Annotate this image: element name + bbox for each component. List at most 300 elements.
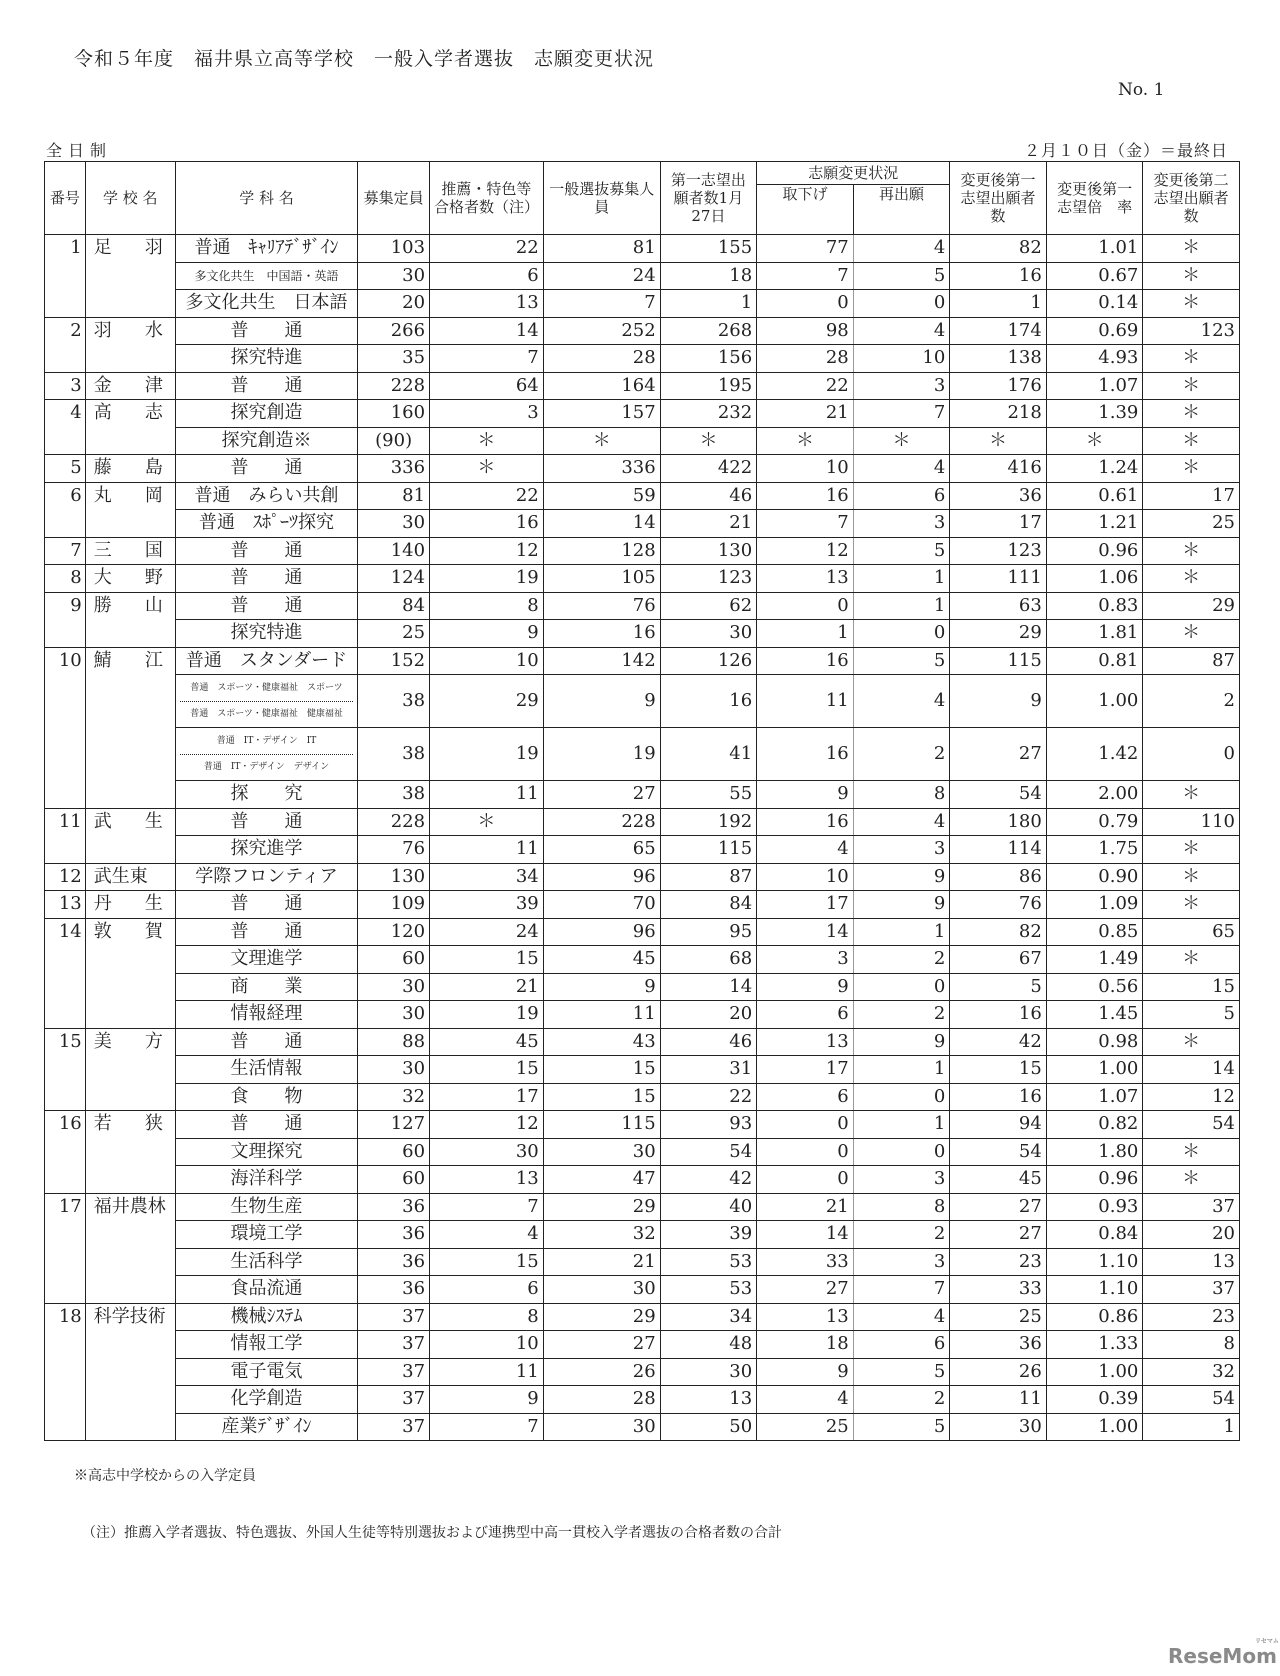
withdrawn-count: 33	[757, 1248, 854, 1276]
withdrawn-count: 14	[757, 1221, 854, 1249]
first-choice-count: 195	[660, 372, 757, 400]
passed-count: 13	[430, 290, 544, 318]
school-name: 武生東	[85, 863, 175, 891]
after-first-count: 23	[950, 1248, 1047, 1276]
department-name: 普 通	[175, 891, 357, 919]
after-first-count: 54	[950, 781, 1047, 809]
ratio: 0.81	[1046, 647, 1143, 675]
capacity: 38	[358, 781, 430, 809]
first-choice-count: 115	[660, 836, 757, 864]
resubmitted-count: 4	[853, 675, 950, 728]
department-name: 文理探究	[175, 1138, 357, 1166]
passed-count: 15	[430, 946, 544, 974]
ratio: 1.06	[1046, 565, 1143, 593]
department-name: 探究特進	[175, 345, 357, 373]
capacity: 37	[358, 1303, 430, 1331]
after-second-count: 14	[1143, 1056, 1240, 1084]
ratio: 0.56	[1046, 973, 1143, 1001]
first-choice-count: 422	[660, 455, 757, 483]
table-row	[45, 1083, 1240, 1111]
page-number: No. 1	[1118, 80, 1165, 100]
withdrawn-count: 28	[757, 345, 854, 373]
after-second-count: 37	[1143, 1276, 1240, 1304]
resubmitted-count: 4	[853, 808, 950, 836]
table-row	[45, 565, 1240, 593]
after-second-count: ＊	[1143, 372, 1240, 400]
after-second-count: 25	[1143, 510, 1240, 538]
after-first-count: 27	[950, 1221, 1047, 1249]
row-number: 5	[45, 455, 86, 483]
capacity: 228	[358, 808, 430, 836]
withdrawn-count: 0	[757, 1111, 854, 1139]
withdrawn-count: 18	[757, 1331, 854, 1359]
after-second-count: 5	[1143, 1001, 1240, 1029]
school-name: 藤 島	[85, 455, 175, 483]
capacity: 36	[358, 1248, 430, 1276]
passed-count: 21	[430, 973, 544, 1001]
page-title: 令和５年度 福井県立高等学校 一般入学者選抜 志願変更状況	[74, 48, 655, 70]
table-row	[45, 675, 1240, 728]
department-name: 普 通	[175, 1111, 357, 1139]
ratio: 0.96	[1046, 1166, 1143, 1194]
after-second-count: ＊	[1143, 1138, 1240, 1166]
ratio: 0.14	[1046, 290, 1143, 318]
ratio: 1.45	[1046, 1001, 1143, 1029]
department-name: 食品流通	[175, 1276, 357, 1304]
resubmitted-count: 0	[853, 1138, 950, 1166]
table-row	[45, 647, 1240, 675]
withdrawn-count: 13	[757, 565, 854, 593]
capacity: 37	[358, 1413, 430, 1441]
general-quota: 115	[543, 1111, 660, 1139]
department-name: 生活情報	[175, 1056, 357, 1084]
after-second-count: 65	[1143, 918, 1240, 946]
first-choice-count: 20	[660, 1001, 757, 1029]
withdrawn-count: 9	[757, 973, 854, 1001]
capacity: 32	[358, 1083, 430, 1111]
capacity: 30	[358, 510, 430, 538]
school-name: 若 狭	[85, 1111, 175, 1194]
ratio: 1.75	[1046, 836, 1143, 864]
first-choice-count: 156	[660, 345, 757, 373]
after-second-count: ＊	[1143, 1028, 1240, 1056]
table-row	[45, 1166, 1240, 1194]
after-first-count: ＊	[950, 427, 1047, 455]
passed-count: 8	[430, 1303, 544, 1331]
after-second-count: ＊	[1143, 262, 1240, 290]
after-second-count: ＊	[1143, 891, 1240, 919]
passed-count: 10	[430, 647, 544, 675]
resubmitted-count: 3	[853, 1248, 950, 1276]
department-name: 普 通	[175, 565, 357, 593]
general-quota: 21	[543, 1248, 660, 1276]
row-number: 10	[45, 647, 86, 808]
general-quota: 30	[543, 1138, 660, 1166]
after-first-count: 111	[950, 565, 1047, 593]
after-second-count: ＊	[1143, 427, 1240, 455]
resubmitted-count: 2	[853, 1221, 950, 1249]
withdrawn-count: 16	[757, 808, 854, 836]
application-change-table	[44, 161, 1240, 1441]
resubmitted-count: 0	[853, 973, 950, 1001]
after-first-count: 82	[950, 918, 1047, 946]
after-first-count: 54	[950, 1138, 1047, 1166]
ratio: 1.07	[1046, 1083, 1143, 1111]
passed-count: 13	[430, 1166, 544, 1194]
general-quota: 28	[543, 345, 660, 373]
passed-count: 12	[430, 537, 544, 565]
ratio: 0.96	[1046, 537, 1143, 565]
general-quota: 29	[543, 1193, 660, 1221]
resubmitted-count: 4	[853, 455, 950, 483]
withdrawn-count: 3	[757, 946, 854, 974]
department-name: 普 通	[175, 537, 357, 565]
first-choice-count: 68	[660, 946, 757, 974]
table-row	[45, 1111, 1240, 1139]
row-number: 6	[45, 482, 86, 537]
first-choice-count: ＊	[660, 427, 757, 455]
school-name: 三 国	[85, 537, 175, 565]
after-first-count: 1	[950, 290, 1047, 318]
withdrawn-count: 0	[757, 592, 854, 620]
withdrawn-count: ＊	[757, 427, 854, 455]
first-choice-count: 87	[660, 863, 757, 891]
resubmitted-count: 6	[853, 482, 950, 510]
first-choice-count: 126	[660, 647, 757, 675]
passed-count: 29	[430, 675, 544, 728]
after-second-count: ＊	[1143, 836, 1240, 864]
passed-count: 64	[430, 372, 544, 400]
after-second-count: 123	[1143, 317, 1240, 345]
after-first-count: 27	[950, 1193, 1047, 1221]
department-name: 学際フロンティア	[175, 863, 357, 891]
withdrawn-count: 12	[757, 537, 854, 565]
school-name: 丸 岡	[85, 482, 175, 537]
table-row	[45, 400, 1240, 428]
resubmitted-count: 9	[853, 1028, 950, 1056]
after-second-count: 0	[1143, 728, 1240, 781]
resubmitted-count: 1	[853, 918, 950, 946]
passed-count: 22	[430, 482, 544, 510]
after-first-count: 17	[950, 510, 1047, 538]
row-number: 14	[45, 918, 86, 1028]
table-row	[45, 863, 1240, 891]
capacity: 152	[358, 647, 430, 675]
first-choice-count: 13	[660, 1386, 757, 1414]
general-quota: 128	[543, 537, 660, 565]
after-second-count: 8	[1143, 1331, 1240, 1359]
capacity: 25	[358, 620, 430, 648]
passed-count: 11	[430, 1358, 544, 1386]
first-choice-count: 16	[660, 675, 757, 728]
table-row	[45, 290, 1240, 318]
table-row	[45, 345, 1240, 373]
capacity: 38	[358, 675, 430, 728]
department-name: 多文化共生 日本語	[175, 290, 357, 318]
resubmitted-count: 3	[853, 510, 950, 538]
row-number: 1	[45, 235, 86, 318]
row-number: 4	[45, 400, 86, 455]
withdrawn-count: 77	[757, 235, 854, 263]
resubmitted-count: 1	[853, 1056, 950, 1084]
withdrawn-count: 16	[757, 728, 854, 781]
capacity: 30	[358, 1056, 430, 1084]
resubmitted-count: 1	[853, 1111, 950, 1139]
course-type-label: 全日制	[46, 141, 113, 160]
after-first-count: 16	[950, 1001, 1047, 1029]
capacity: 103	[358, 235, 430, 263]
after-first-count: 27	[950, 728, 1047, 781]
after-first-count: 42	[950, 1028, 1047, 1056]
withdrawn-count: 6	[757, 1001, 854, 1029]
after-first-count: 9	[950, 675, 1047, 728]
col-dept: 学 科 名	[175, 162, 357, 235]
general-quota: 30	[543, 1276, 660, 1304]
capacity: 30	[358, 262, 430, 290]
first-choice-count: 46	[660, 1028, 757, 1056]
general-quota: 96	[543, 863, 660, 891]
after-second-count: ＊	[1143, 863, 1240, 891]
ratio: 4.93	[1046, 345, 1143, 373]
after-second-count: 15	[1143, 973, 1240, 1001]
department-name: 商 業	[175, 973, 357, 1001]
withdrawn-count: 21	[757, 1193, 854, 1221]
table-row	[45, 317, 1240, 345]
col-first-choice: 第一志望出願者数1月27日	[660, 162, 757, 235]
passed-count: 16	[430, 510, 544, 538]
ratio: 1.42	[1046, 728, 1143, 781]
department-name: 産業ﾃﾞｻﾞｲﾝ	[175, 1413, 357, 1441]
passed-count: 24	[430, 918, 544, 946]
general-quota: 29	[543, 1303, 660, 1331]
ratio: 1.10	[1046, 1276, 1143, 1304]
first-choice-count: 34	[660, 1303, 757, 1331]
withdrawn-count: 98	[757, 317, 854, 345]
after-first-count: 45	[950, 1166, 1047, 1194]
general-quota: 157	[543, 400, 660, 428]
withdrawn-count: 13	[757, 1028, 854, 1056]
first-choice-count: 53	[660, 1276, 757, 1304]
after-second-count: ＊	[1143, 400, 1240, 428]
department-name: 情報工学	[175, 1331, 357, 1359]
after-second-count: 20	[1143, 1221, 1240, 1249]
after-first-count: 16	[950, 262, 1047, 290]
first-choice-count: 30	[660, 1358, 757, 1386]
first-choice-count: 123	[660, 565, 757, 593]
after-second-count: 2	[1143, 675, 1240, 728]
first-choice-count: 192	[660, 808, 757, 836]
table-row	[45, 1221, 1240, 1249]
table-row	[45, 1248, 1240, 1276]
school-name: 鯖 江	[85, 647, 175, 808]
capacity: 37	[358, 1358, 430, 1386]
after-first-count: 218	[950, 400, 1047, 428]
department-name: 化学創造	[175, 1386, 357, 1414]
ratio: 1.24	[1046, 455, 1143, 483]
department-name: 普 通	[175, 317, 357, 345]
row-number: 11	[45, 808, 86, 863]
table-row	[45, 235, 1240, 263]
table-row	[45, 1028, 1240, 1056]
first-choice-count: 41	[660, 728, 757, 781]
capacity: 84	[358, 592, 430, 620]
general-quota: 65	[543, 836, 660, 864]
passed-count: 3	[430, 400, 544, 428]
passed-count: 15	[430, 1056, 544, 1084]
col-general: 一般選抜募集人員	[543, 162, 660, 235]
table-row	[45, 510, 1240, 538]
first-choice-count: 48	[660, 1331, 757, 1359]
passed-count: 15	[430, 1248, 544, 1276]
general-quota: 81	[543, 235, 660, 263]
withdrawn-count: 11	[757, 675, 854, 728]
after-second-count: 12	[1143, 1083, 1240, 1111]
after-first-count: 82	[950, 235, 1047, 263]
school-name: 羽 水	[85, 317, 175, 372]
row-number: 7	[45, 537, 86, 565]
first-choice-count: 21	[660, 510, 757, 538]
general-quota: 28	[543, 1386, 660, 1414]
passed-count: 19	[430, 728, 544, 781]
date-label: ２月１０日（金）＝最終日	[1023, 141, 1228, 160]
passed-count: 45	[430, 1028, 544, 1056]
resubmitted-count: 1	[853, 565, 950, 593]
first-choice-count: 130	[660, 537, 757, 565]
capacity: 30	[358, 1001, 430, 1029]
department-name: 普通 IT・デザイン IT 普通 IT・デザイン デザイン	[175, 728, 357, 781]
resubmitted-count: 2	[853, 728, 950, 781]
resubmitted-count: 3	[853, 836, 950, 864]
ratio: 1.33	[1046, 1331, 1143, 1359]
row-number: 13	[45, 891, 86, 919]
capacity: 120	[358, 918, 430, 946]
general-quota: 19	[543, 728, 660, 781]
col-passed: 推薦・特色等合格者数（注）	[430, 162, 544, 235]
after-first-count: 114	[950, 836, 1047, 864]
department-name: 生物生産	[175, 1193, 357, 1221]
passed-count: 9	[430, 620, 544, 648]
department-name: 環境工学	[175, 1221, 357, 1249]
general-quota: ＊	[543, 427, 660, 455]
passed-count: 10	[430, 1331, 544, 1359]
capacity: 130	[358, 863, 430, 891]
table-row	[45, 781, 1240, 809]
passed-count: 19	[430, 565, 544, 593]
after-second-count: ＊	[1143, 235, 1240, 263]
general-quota: 26	[543, 1358, 660, 1386]
resubmitted-count: 6	[853, 1331, 950, 1359]
after-second-count: ＊	[1143, 345, 1240, 373]
resubmitted-count: ＊	[853, 427, 950, 455]
ratio: 2.00	[1046, 781, 1143, 809]
after-second-count: ＊	[1143, 620, 1240, 648]
department-name: 情報経理	[175, 1001, 357, 1029]
table-row	[45, 427, 1240, 455]
ratio: 0.98	[1046, 1028, 1143, 1056]
general-quota: 252	[543, 317, 660, 345]
department-name: 普 通	[175, 372, 357, 400]
capacity: 37	[358, 1386, 430, 1414]
passed-count: 6	[430, 1276, 544, 1304]
department-name: 電子電気	[175, 1358, 357, 1386]
after-second-count: ＊	[1143, 565, 1240, 593]
after-first-count: 30	[950, 1413, 1047, 1441]
row-number: 17	[45, 1193, 86, 1303]
first-choice-count: 53	[660, 1248, 757, 1276]
table-row	[45, 262, 1240, 290]
table-row	[45, 973, 1240, 1001]
school-name: 丹 生	[85, 891, 175, 919]
resubmitted-count: 3	[853, 1166, 950, 1194]
capacity: 38	[358, 728, 430, 781]
withdrawn-count: 7	[757, 510, 854, 538]
capacity: 228	[358, 372, 430, 400]
passed-count: 11	[430, 781, 544, 809]
capacity: 140	[358, 537, 430, 565]
ratio: 1.21	[1046, 510, 1143, 538]
general-quota: 47	[543, 1166, 660, 1194]
withdrawn-count: 16	[757, 647, 854, 675]
capacity: 30	[358, 973, 430, 1001]
col-change-group: 志願変更状況	[757, 162, 950, 185]
passed-count: 22	[430, 235, 544, 263]
withdrawn-count: 9	[757, 1358, 854, 1386]
col-school: 学 校 名	[85, 162, 175, 235]
after-second-count: 32	[1143, 1358, 1240, 1386]
resubmitted-count: 5	[853, 1413, 950, 1441]
department-name: 探 究	[175, 781, 357, 809]
after-first-count: 26	[950, 1358, 1047, 1386]
general-quota: 336	[543, 455, 660, 483]
first-choice-count: 31	[660, 1056, 757, 1084]
passed-count: 34	[430, 863, 544, 891]
department-name: 普通 スポーツ・健康福祉 スポーツ 普通 スポーツ・健康福祉 健康福祉	[175, 675, 357, 728]
after-first-count: 5	[950, 973, 1047, 1001]
general-quota: 96	[543, 918, 660, 946]
passed-count: 14	[430, 317, 544, 345]
department-name: 普通 ｽﾎﾟｰﾂ探究	[175, 510, 357, 538]
after-first-count: 15	[950, 1056, 1047, 1084]
after-second-count: ＊	[1143, 455, 1240, 483]
capacity: 36	[358, 1276, 430, 1304]
after-second-count: ＊	[1143, 537, 1240, 565]
table-row	[45, 946, 1240, 974]
after-first-count: 11	[950, 1386, 1047, 1414]
withdrawn-count: 10	[757, 863, 854, 891]
col-capacity: 募集定員	[358, 162, 430, 235]
passed-count: 6	[430, 262, 544, 290]
withdrawn-count: 14	[757, 918, 854, 946]
resubmitted-count: 4	[853, 1303, 950, 1331]
capacity: 109	[358, 891, 430, 919]
department-name: 探究特進	[175, 620, 357, 648]
row-number: 15	[45, 1028, 86, 1111]
after-first-count: 176	[950, 372, 1047, 400]
after-first-count: 36	[950, 1331, 1047, 1359]
passed-count: 7	[430, 345, 544, 373]
table-row	[45, 537, 1240, 565]
col-after-first: 変更後第一志望出願者数	[950, 162, 1047, 235]
capacity: 88	[358, 1028, 430, 1056]
school-name: 勝 山	[85, 592, 175, 647]
general-quota: 105	[543, 565, 660, 593]
after-first-count: 180	[950, 808, 1047, 836]
after-first-count: 416	[950, 455, 1047, 483]
after-first-count: 67	[950, 946, 1047, 974]
withdrawn-count: 21	[757, 400, 854, 428]
resubmitted-count: 8	[853, 781, 950, 809]
withdrawn-count: 7	[757, 262, 854, 290]
